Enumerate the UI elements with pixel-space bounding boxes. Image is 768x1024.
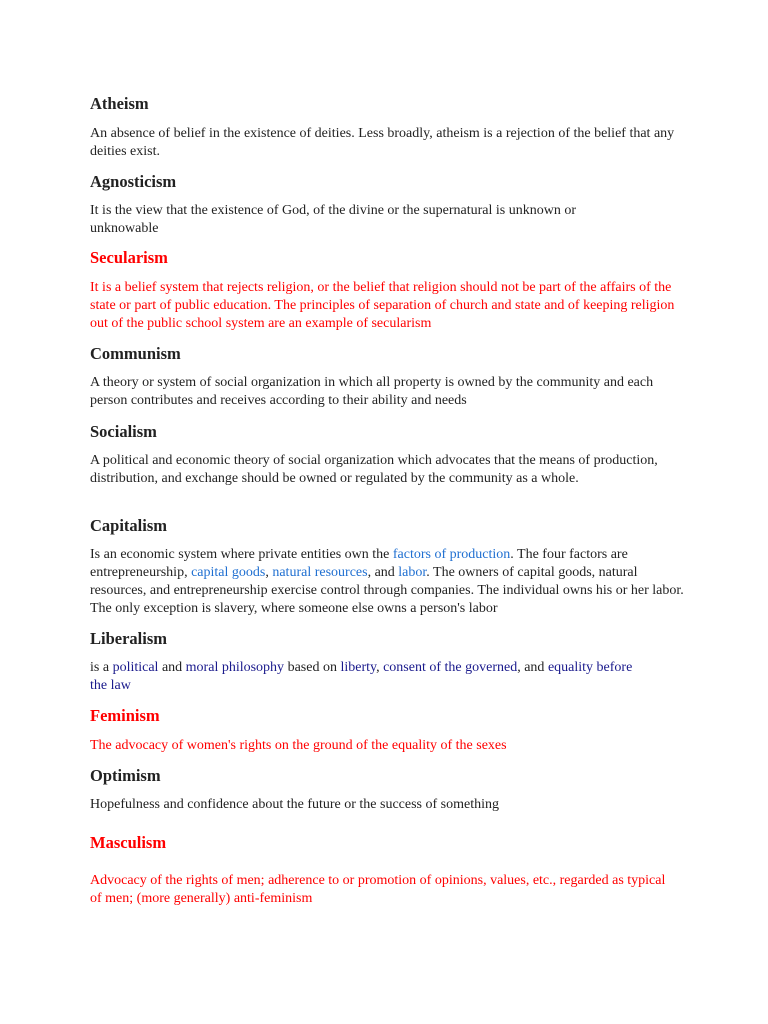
definition-liberalism xyxy=(90,659,650,695)
link-political[interactable]: political xyxy=(112,660,159,675)
link-equality-before-the-law[interactable]: equality before the law xyxy=(90,660,633,693)
definition-optimism: Hopefulness and confidence about the future or the success of something xyxy=(90,797,499,812)
definition-feminism: The advocacy of women's rights on the ground of the equality of the sexes xyxy=(90,738,507,753)
link-moral-philosophy[interactable]: moral philosophy xyxy=(185,660,285,675)
link-labor[interactable]: labor xyxy=(398,565,427,580)
heading-liberalism: Liberalism xyxy=(90,629,167,648)
definition-capitalism xyxy=(90,546,685,618)
link-consent-of-the-governed[interactable]: consent of the governed xyxy=(383,660,518,675)
liberalism-text-2: and xyxy=(158,660,186,675)
definition-secularism: It is a belief system that rejects religion, or the belief that religion should not be part of the affairs of the state or part of public education. The principles of separation of church and state and of keeping religion out of the public school system are an example of secularism xyxy=(90,280,675,331)
definition-atheism: An absence of belief in the existence of deities. Less broadly, atheism is a rejection of the belief that any deities exist. xyxy=(90,126,675,159)
liberalism-text-1: is a xyxy=(90,660,113,675)
heading-agnosticism: Agnosticism xyxy=(90,172,177,191)
definition-masculism: Advocacy of the rights of men; adherence to or promotion of opinions, values, etc., regarded as typical of men; (more generally) anti-feminism xyxy=(90,873,666,906)
capitalism-text-3: , xyxy=(265,565,273,580)
heading-socialism: Socialism xyxy=(90,422,157,441)
heading-secularism: Secularism xyxy=(90,248,168,267)
link-capital-goods[interactable]: capital goods xyxy=(191,565,266,580)
link-liberty[interactable]: liberty xyxy=(340,660,377,675)
link-factors-of-production[interactable]: factors of production xyxy=(392,547,511,562)
heading-atheism: Atheism xyxy=(90,94,149,113)
liberalism-text-5: , and xyxy=(517,660,548,675)
definition-communism: A theory or system of social organization in which all property is owned by the community and each person contributes and receives according to their ability and needs xyxy=(90,375,654,408)
capitalism-text-4: , and xyxy=(367,565,399,580)
capitalism-text-2: . The four factors are entrepreneurship, xyxy=(90,547,628,580)
definition-socialism: A political and economic theory of social organization which advocates that the means of production, distribution, and exchange should be owned or regulated by the community as a whole. xyxy=(90,453,658,486)
capitalism-text-1: Is an economic system where private entities own the xyxy=(90,547,393,562)
heading-masculism: Masculism xyxy=(90,833,167,852)
liberalism-text-3: based on xyxy=(284,660,341,675)
heading-optimism: Optimism xyxy=(90,766,161,785)
link-natural-resources[interactable]: natural resources xyxy=(272,565,368,580)
heading-communism: Communism xyxy=(90,344,181,363)
heading-feminism: Feminism xyxy=(90,706,160,725)
heading-capitalism: Capitalism xyxy=(90,516,168,535)
capitalism-text-5: . The owners of capital goods, natural resources, and entrepreneurship exercise control through companies. The individual owns his or her labor. The only exception is slavery, where someone else owns a person's labor xyxy=(90,565,684,616)
definition-agnosticism: It is the view that the existence of God, of the divine or the supernatural is unknown or unknowable xyxy=(90,203,576,236)
liberalism-text-4: , xyxy=(376,660,384,675)
